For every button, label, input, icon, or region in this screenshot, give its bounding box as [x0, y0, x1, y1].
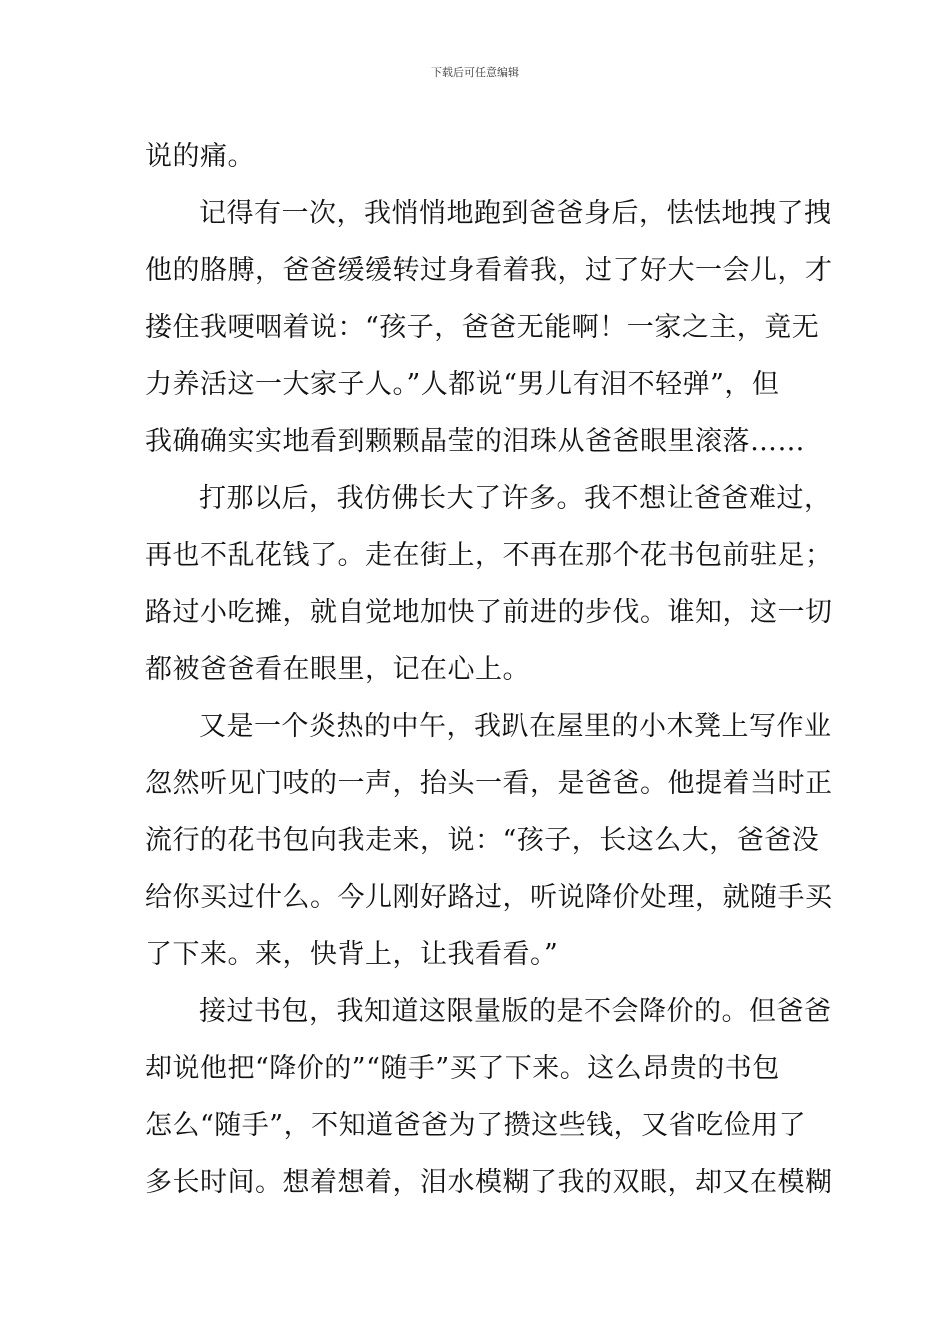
text-line: 却说他把“降价的”“随手”买了下来。这么昂贵的书包 [145, 1053, 780, 1084]
text-line: 忽然听见门吱的一声，抬头一看，是爸爸。他提着当时正 [145, 768, 833, 799]
text-line: 怎么“随手”，不知道爸爸为了攒这些钱，又省吃俭用了 [145, 1110, 807, 1141]
text-line: 又是一个炎热的中午，我趴在屋里的小木凳上写作业 [199, 711, 832, 742]
text-line: 了下来。来，快背上，让我看看。” [145, 939, 559, 970]
text-line: 流行的花书包向我走来，说：“孩子，长这么大，爸爸没 [145, 825, 820, 856]
body-text [145, 128, 833, 1211]
text-line: 搂住我哽咽着说：“孩子，爸爸无能啊！一家之主，竟无 [145, 312, 820, 343]
text-line: 说的痛。 [145, 141, 255, 172]
text-line: 都被爸爸看在眼里，记在心上。 [145, 654, 530, 685]
page-header: 下载后可任意编辑 [431, 66, 519, 79]
text-line: 多长时间。想着想着，泪水模糊了我的双眼，却又在模糊 [145, 1167, 833, 1198]
text-line: 接过书包，我知道这限量版的是不会降价的。但爸爸 [199, 996, 832, 1027]
text-line: 力养活这一大家子人。”人都说“男儿有泪不轻弹”，但 [145, 369, 780, 400]
text-line: 他的胳膊，爸爸缓缓转过身看着我，过了好大一会儿，才 [145, 255, 833, 286]
text-line: 给你买过什么。今儿刚好路过，听说降价处理，就随手买 [145, 882, 833, 913]
text-line: 记得有一次，我悄悄地跑到爸爸身后，怯怯地拽了拽 [199, 198, 832, 229]
text-line: 我确确实实地看到颗颗晶莹的泪珠从爸爸眼里滚落…… [145, 426, 805, 457]
text-line: 再也不乱花钱了。走在街上，不再在那个花书包前驻足； [145, 540, 833, 571]
text-line: 打那以后，我仿佛长大了许多。我不想让爸爸难过， [199, 483, 832, 514]
text-line: 路过小吃摊，就自觉地加快了前进的步伐。谁知，这一切 [145, 597, 833, 628]
